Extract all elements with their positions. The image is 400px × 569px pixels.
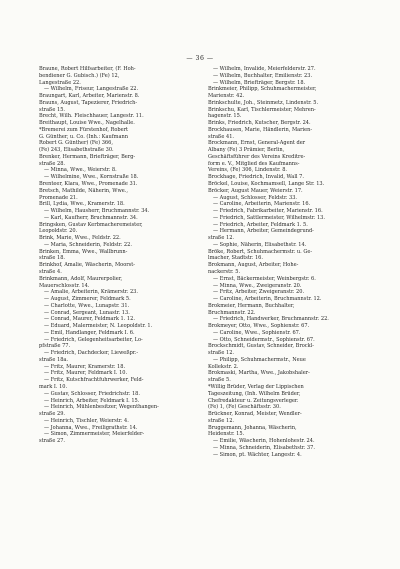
directory-entry-line: Brecht, Wilh. Fleischhauer, Langestr. 11. xyxy=(39,113,144,120)
directory-entry-line: — Caroline, Arbeiterin, Marienstr. 16. xyxy=(213,201,311,208)
directory-entry-line: Promenade 21. xyxy=(39,194,78,201)
directory-entry-line: Robert G. Günther) (Fe) 366, xyxy=(39,140,113,147)
directory-entry-line: Brockhage, Friedrich, Invalid, Wall 7. xyxy=(208,174,304,181)
directory-entry-line: Kollekstr. 2. xyxy=(208,363,239,370)
directory-entry-line: straße 15. xyxy=(39,106,66,113)
directory-entry-line: — Minna, Wwe., Zweigeranstr. 20. xyxy=(213,282,302,289)
directory-entry-line: — Wilhelm, Hausherr, Bruchmannstr. 34. xyxy=(44,208,150,215)
directory-entry-line: — Wilhelm, Invalide, Meierfelderstr. 27. xyxy=(213,66,316,72)
directory-entry-line: — Simon, pt. Wächter, Langestr. 4. xyxy=(213,451,302,458)
directory-entry-line: Brokmeier, Hermann, Buchhalter, xyxy=(208,302,295,309)
directory-entry-line: straße 18. xyxy=(39,255,66,262)
directory-entry-line: Brinkschu, Karl, Tischlermeister, Mehren- xyxy=(208,106,316,113)
directory-entry-line: straße 41. xyxy=(208,133,235,140)
directory-entry-line: Vereins, (Fe) 306, Lindenstr. 8. xyxy=(208,167,288,174)
directory-entry-line: straße 5. xyxy=(208,377,231,384)
directory-entry-line: — Minna, Wwe., Weierstr. 8. xyxy=(44,167,117,174)
directory-entry-line: Brokmaski, Martha, Wwe., Jakobshaler- xyxy=(208,370,310,377)
directory-entry-line: Mauerschlosstr. 14. xyxy=(39,282,90,289)
directory-entry-line: — Otto, Schneidermstr., Sophienstr. 67. xyxy=(213,336,315,343)
directory-entry-line: — Ernst, Bäckermeister, Weinbergstr. 6. xyxy=(213,275,316,282)
directory-entry-line: Bretsch, Mathilde, Näherin, Wwe., xyxy=(39,187,128,194)
directory-entry-line: — Wilhelmine, Wwe., Kornstraße 18. xyxy=(44,174,139,181)
directory-entry-line: — August, Zimmerer, Feldmark 5. xyxy=(44,296,131,303)
directory-entry-line: *Willig Brüder, Verlag der Lippischen xyxy=(208,383,304,390)
directory-entry-line: straße 27. xyxy=(39,438,66,445)
directory-entry-line: — Maria, Schneiderin, Feldstr. 22. xyxy=(44,241,132,248)
directory-entry-line: Langestraße 22. xyxy=(39,79,81,86)
directory-entry-line: Brinkmeier, Philipp, Schuhmachermeister, xyxy=(208,86,317,93)
directory-entry-line: Bruchmannstr. 22. xyxy=(208,309,256,316)
directory-entry-line: Brenteer, Klara, Wwe., Promenade 31. xyxy=(39,181,138,188)
directory-entry-line: Heidenstr. 15. xyxy=(208,431,245,438)
directory-entry-line: — Gustav, Schlosser, Friedrichstr. 18. xyxy=(44,390,141,397)
left-column xyxy=(39,66,201,445)
directory-entry-line: Bruggemann, Johanna, Wäscherin, xyxy=(208,424,297,431)
directory-entry-line: — Friedrich, Sattlermeister, Wilhelmstr. 13. xyxy=(213,214,325,221)
directory-entry-line: — Fritz, Kutschfrachtfuhrwerker, Feld- xyxy=(44,377,144,384)
directory-entry-line: — Simon, Zimmermeister, Meierfelder- xyxy=(44,431,145,438)
directory-entry-line: Brokmann, August, Arbeiter, Hohe- xyxy=(208,262,299,269)
directory-entry-line: Brauns, August, Tapezierer, Friedrich- xyxy=(39,99,138,106)
directory-entry-line: — Friedrich, Handwerker, Bruchmannstr. 22. xyxy=(213,316,329,323)
directory-entry-line: Braune, Robert Hilfsarbeiter, (F. Hoh- xyxy=(39,66,136,72)
directory-entry-line: straße 28. xyxy=(39,160,66,167)
directory-entry-line: G. Günther, u. Co. (Inh.: Kaufmann xyxy=(39,133,128,140)
directory-entry-line: — Friedrich, Arbeiter, Feldmark 1. 5. xyxy=(213,221,308,228)
page-number: — 36 — xyxy=(186,55,214,62)
directory-entry-line: — Fritz, Arbeiter, Zweigeranstr. 20. xyxy=(213,289,305,296)
directory-entry-line: — Hermann, Arbeiter, Gemeindegrund- xyxy=(213,228,314,235)
directory-entry-line: Brinkschulte, Joh., Steinmetz, Lindenstr. 5. xyxy=(208,99,319,106)
directory-entry-line: Brockmann, Ernst, General-Agent der xyxy=(208,140,306,147)
directory-entry-line: straße 12. xyxy=(208,235,235,242)
directory-entry-line: — Conrad, Sergeant, Lunastr. 13. xyxy=(44,309,130,316)
directory-entry-line: form e. V., Mitglied des Kaufmanns- xyxy=(208,160,300,167)
directory-entry-line: — Heinrich, Mühlenbesitzer, Wegenthangen- xyxy=(44,404,159,411)
directory-entry-line: Brückner, Konrad, Meister, Wendler- xyxy=(208,411,302,418)
directory-entry-line: straße 12. xyxy=(208,417,235,424)
directory-entry-line: — Heinrich, Arbeiter, Feldmark I. 15. xyxy=(44,397,140,404)
directory-entry-line: Bröckel, Louise, Kochmamsell, Lange Str. 13. xyxy=(208,181,325,188)
directory-entry-line: Tageszeitung, (Inh. Wilhelm Brüder, xyxy=(208,390,301,397)
directory-entry-line: — Johanna, Wwe., Freiligrathstr. 14. xyxy=(44,424,138,431)
directory-entry-line: — Amalie, Arbeiterin, Krämerstr. 23. xyxy=(44,289,138,296)
directory-entry-line: Brill, Lydia, Wwe., Kramerstr. 18. xyxy=(39,201,125,208)
directory-entry-line: — Fritz, Maurer, Feldmark I. 10. xyxy=(44,370,128,377)
directory-entry-line: Bröcker, August Mauer, Weierstr. 17. xyxy=(208,187,303,194)
directory-entry-line: Brinkmann, Adolf, Maurerpolier, xyxy=(39,275,123,282)
directory-entry-line: Braungart, Karl, Arbeiter, Marienstr. 8. xyxy=(39,93,140,100)
directory-entry-line: bendiener G. Gubisch.) (Fe) 12, xyxy=(39,72,120,79)
directory-entry-line: Brinkhof, Amalie, Wäscherin, Moorst- xyxy=(39,262,135,269)
directory-entry-line: — Charlotte, Wwe., Lunapstr. 31. xyxy=(44,302,130,309)
directory-entry-line: Geschäftsführer des Vereins Kreditre- xyxy=(208,153,306,160)
directory-entry-line: straße 4. xyxy=(39,268,62,275)
directory-entry-line: — Emil, Handlanger, Feldmark I. 6. xyxy=(44,329,135,336)
directory-entry-line: — Wilhelm, Buchhalter, Emilienstr. 23. xyxy=(213,72,313,79)
directory-entry-line: — Friedrich, Fabrikarbeiter, Marienstr. 16. xyxy=(213,208,323,215)
directory-entry-line: Bringsken, Gustav Kerbmacheremeister, xyxy=(39,221,143,228)
directory-entry-line: Brockhausen, Marie, Händlerin, Marien- xyxy=(208,126,313,133)
directory-entry-line: Chefredakteur u. Zeitungsverleger. xyxy=(208,397,299,404)
directory-entry-line: — Friedrich, Dachdecker, Lieweßpr.- xyxy=(44,350,139,357)
directory-entry-line: lmacher, Stadtstr. 16. xyxy=(208,255,264,262)
directory-entry-line: Brokmeyer, Otto, Wwe., Sophienstr. 67. xyxy=(208,323,310,330)
directory-entry-line: — Caroline, Arbeiterin, Bruchmannstr. 12. xyxy=(213,296,322,303)
directory-entry-line: — Heinrich, Tischler, Weierstr. 4. xyxy=(44,417,129,424)
directory-entry-line: mark I. 10. xyxy=(39,383,68,390)
directory-entry-line: pfstraße 77. xyxy=(39,343,71,350)
directory-entry-line: — Sophie, Näherin, Elisabethstr. 14. xyxy=(213,241,307,248)
directory-entry-line: — Conrad, Maurer, Feldmark 1. 12. xyxy=(44,316,135,323)
directory-entry-line: straße 12. xyxy=(208,350,235,357)
directory-entry-line: — Karl, Kaufherr, Bruchmannstr. 34. xyxy=(44,214,138,221)
directory-entry-line: — Minna, Schneiderin, Elisabethstr. 37. xyxy=(213,444,315,451)
directory-entry-line: Leopoldstr. 20. xyxy=(39,228,78,235)
directory-entry-line: — Fritz, Maurer, Kramerstr. 18. xyxy=(44,363,126,370)
directory-entry-line: Brockschmidt, Gustav, Schneider, Brockl- xyxy=(208,343,314,350)
directory-entry-line: Breithaupt, Louise Wwe., Nagelhalle. xyxy=(39,120,135,127)
directory-entry-line: Albany (Fe) 3 Prämier, Berlin, xyxy=(208,147,285,154)
directory-entry-line: nackerstr. 5. xyxy=(208,268,241,275)
directory-entry-line: — Friedrich, Gelegenheitsarbeiter, Lo- xyxy=(44,336,143,343)
directory-entry-line: straße 29. xyxy=(39,411,66,418)
directory-entry-line: — Caroline, Wwe., Sophienstr. 67. xyxy=(213,329,301,336)
directory-entry-line: — Wilhelm, Briefträger, Bergstr. 18. xyxy=(213,79,306,86)
directory-entry-line: — Philipp, Schuhmachermstr., Neue xyxy=(213,356,306,363)
directory-entry-line: straße 18a. xyxy=(39,356,69,363)
directory-entry-line: Marienstr. 42. xyxy=(208,93,245,100)
directory-entry-line: Brinken, Emma, Wwe., Wallbrunn- xyxy=(39,248,128,255)
directory-entry-line: Brink, Marie, Wwe., Feldstr. 22. xyxy=(39,235,121,242)
right-column xyxy=(208,66,370,458)
directory-entry-line: (Fe) 243, Elisabethstraße 30. xyxy=(39,147,114,154)
directory-entry-line: *Bremerei zum Fürstenhof, Robert xyxy=(39,126,129,133)
directory-entry-line: — Eduard, Malermeister, N. Leopoldstr. 1. xyxy=(44,323,153,330)
directory-entry-line: — August, Schlosser, Feldstr. 33. xyxy=(213,194,298,201)
directory-entry-line: (Fe) 1, (Fe) Geschäftsstr. 30. xyxy=(208,404,281,411)
directory-entry-line: Brenker, Hermann, Briefträger, Berg- xyxy=(39,153,136,160)
directory-entry-line: Bröke, Robert, Schuhmachermstr. u. Ge- xyxy=(208,248,313,255)
directory-entry-line: — Wilhelm, Friseur, Langestraße 22. xyxy=(44,86,139,93)
directory-entry-line: hagenstr. 15. xyxy=(208,113,242,120)
directory-entry-line: Brinks, Friedrich, Kutscher, Bergstr. 24. xyxy=(208,120,311,127)
directory-entry-line: — Emilie, Wäscherin, Hohenlohestr. 24. xyxy=(213,438,315,445)
